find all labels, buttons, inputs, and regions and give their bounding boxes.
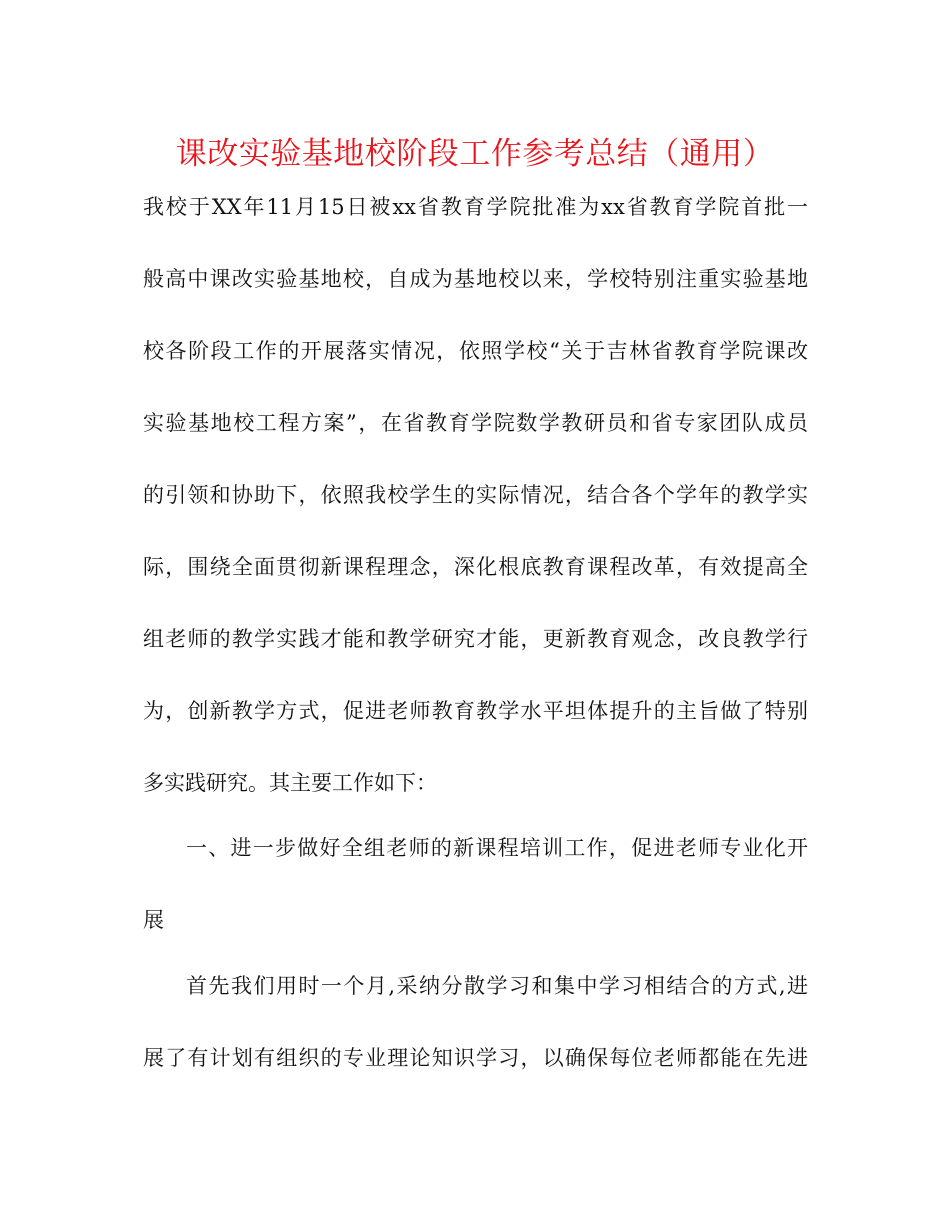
paragraph-line: 首先我们用时一个月,采纳分散学习和集中学习相结合的方式,进 [186,974,808,998]
section-heading-line: 展 [143,908,164,932]
paragraph-line: 我校于XX年11月15日被xx省教育学院批准为xx省教育学院首批一 [143,195,808,219]
paragraph-line: 为，创新教学方式，促进老师教育教学水平坦体提升的主旨做了特别 [143,699,808,723]
paragraph-line: 校各阶段工作的开展落实情况，依照学校“关于吉林省教育学院课改 [143,339,808,363]
paragraph-line: 实验基地校工程方案”，在省教育学院数学教研员和省专家团队成员 [143,411,808,435]
section-heading-line: 一、进一步做好全组老师的新课程培训工作，促进老师专业化开 [186,836,808,860]
document-title: 课改实验基地校阶段工作参考总结（通用） [175,136,775,172]
paragraph-line: 组老师的教学实践才能和教学研究才能，更新教育观念，改良教学行 [143,627,808,651]
paragraph-line: 般高中课改实验基地校，自成为基地校以来，学校特别注重实验基地 [143,267,808,291]
paragraph-line: 的引领和协助下，依照我校学生的实际情况，结合各个学年的教学实 [143,483,808,507]
paragraph-line: 展了有计划有组织的专业理论知识学习，以确保每位老师都能在先进 [143,1046,808,1070]
paragraph-line: 际，围绕全面贯彻新课程理念，深化根底教育课程改革，有效提高全 [143,555,808,579]
paragraph-line: 多实践研究。其主要工作如下： [143,771,437,795]
